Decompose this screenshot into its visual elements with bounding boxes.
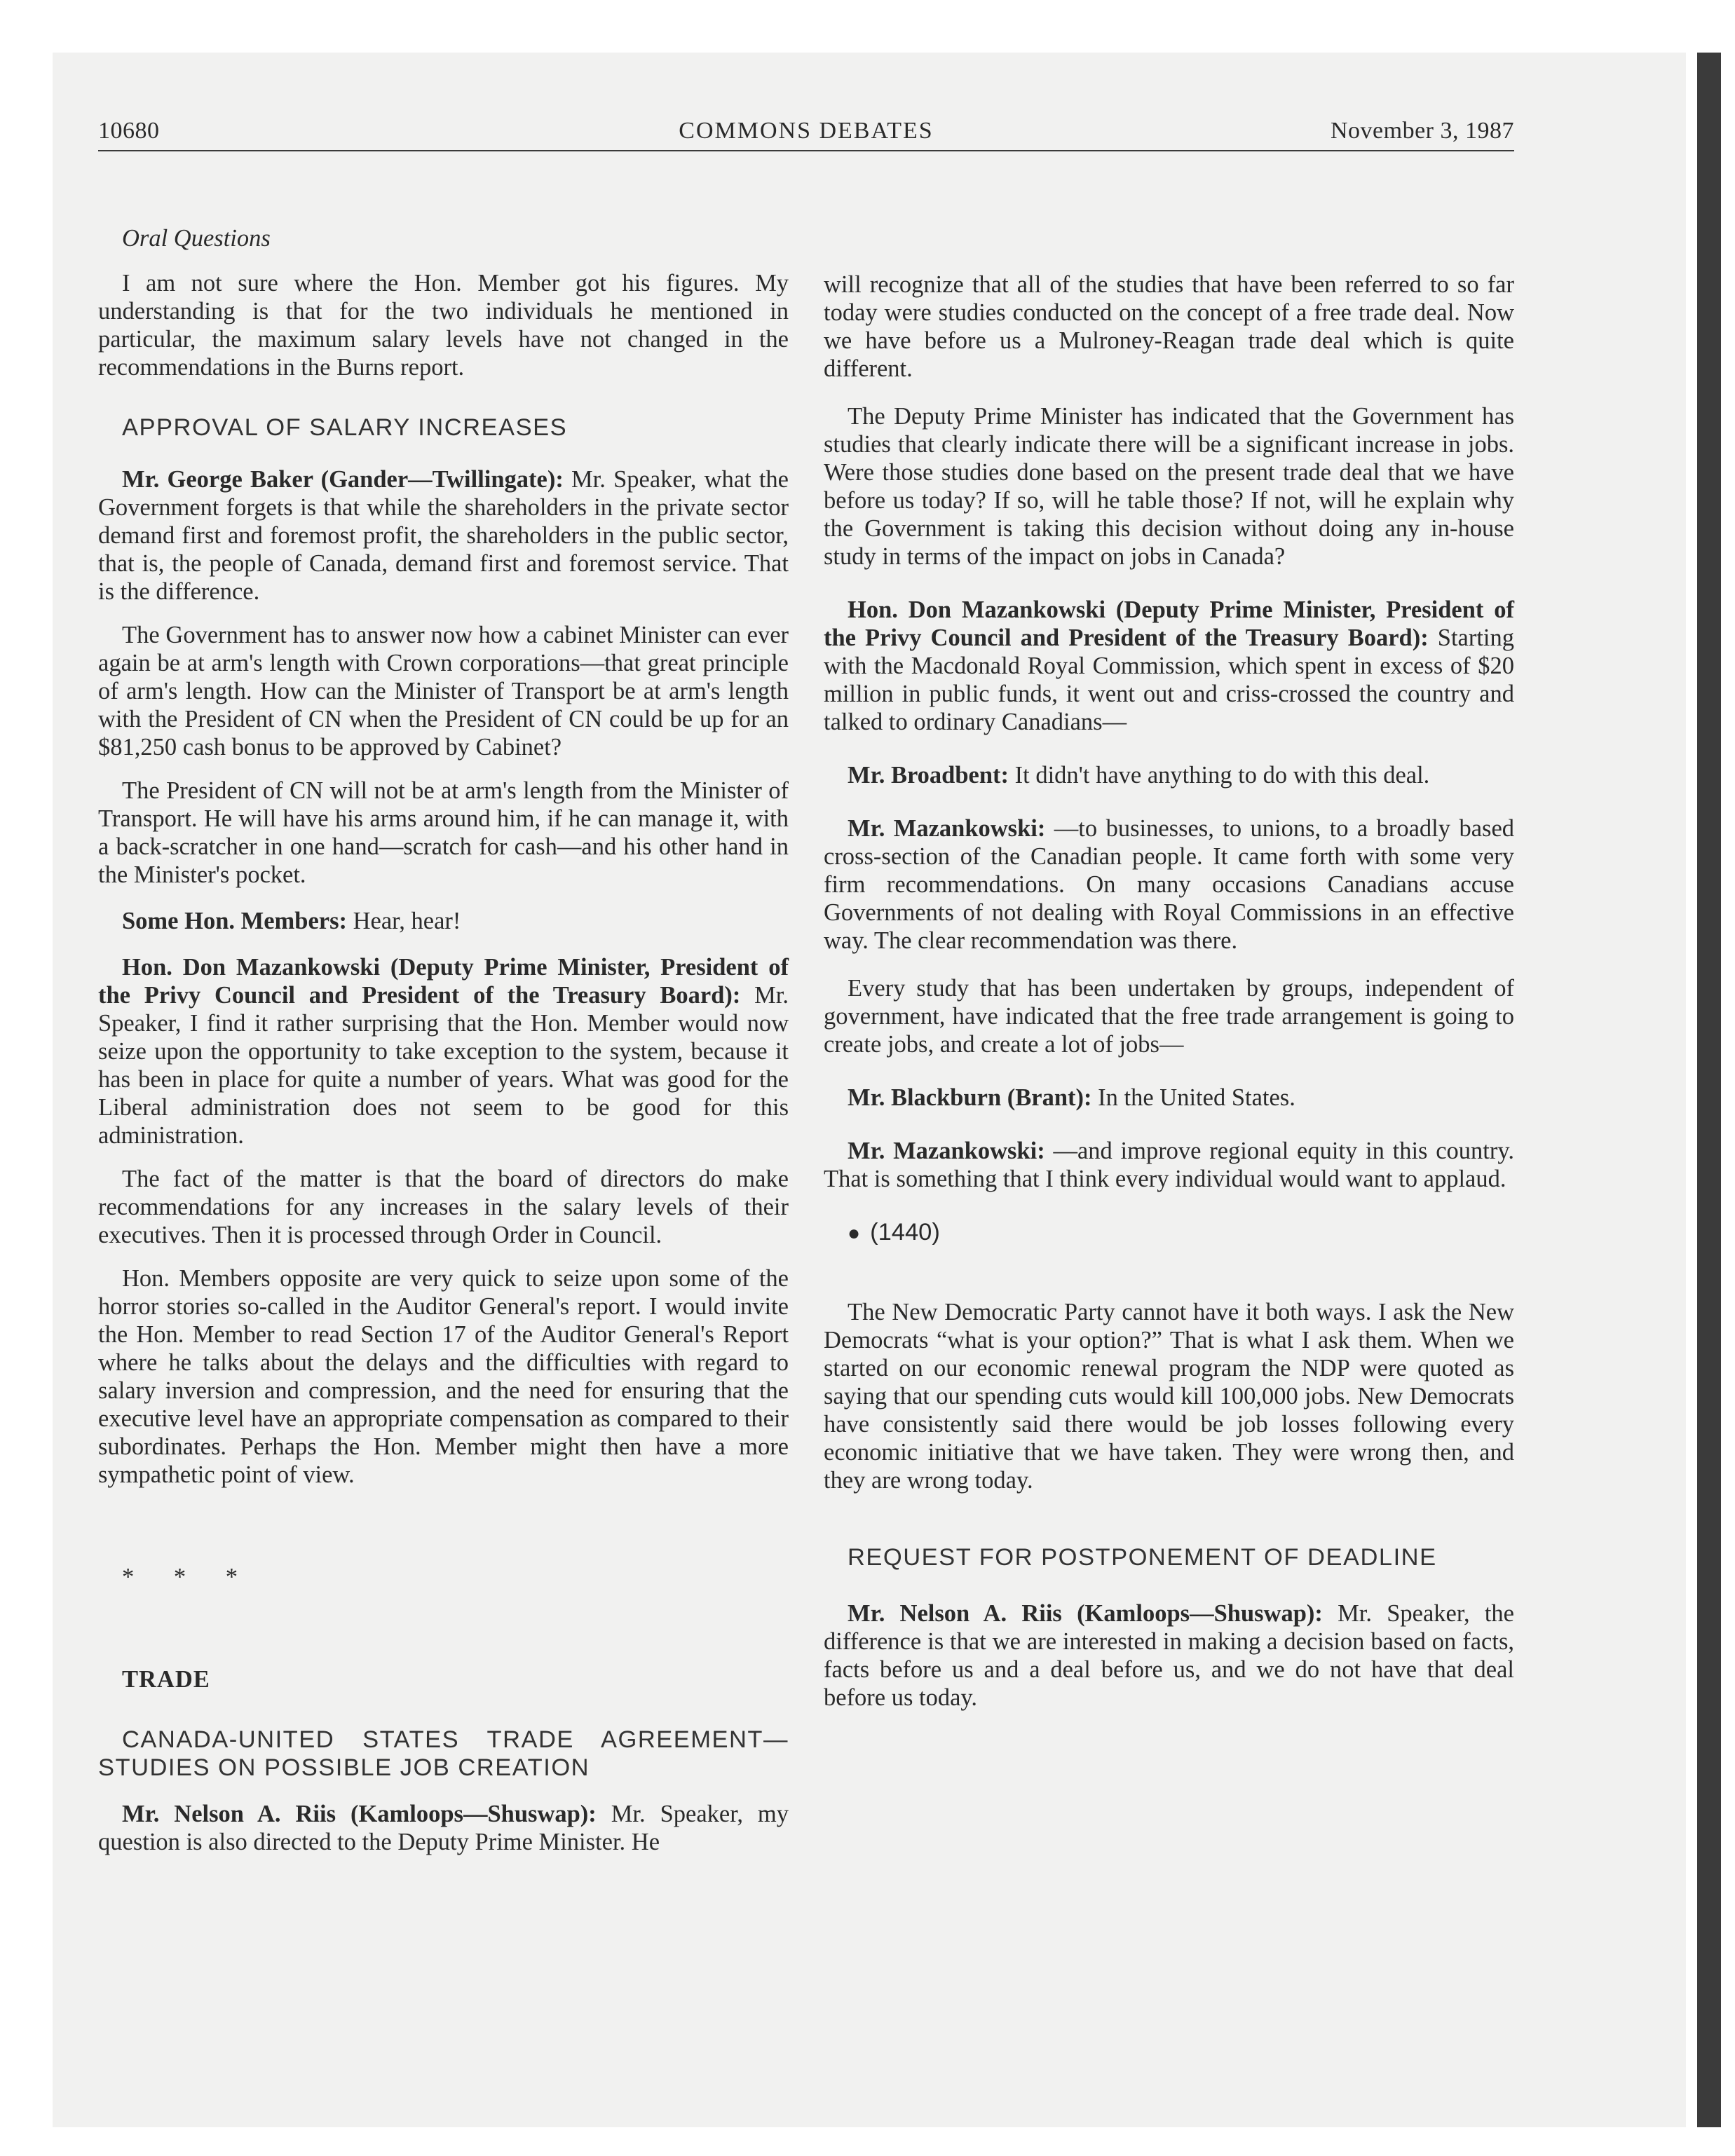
time-marker-text: (1440) — [870, 1219, 940, 1246]
speech-text: Mr. Speaker, the difference is that we are interested in making a decision based on facts, facts before us and a deal before us, and we do not have that deal before us today. — [824, 1599, 1514, 1711]
scan-edge-shadow — [1697, 53, 1721, 2127]
paragraph: The President of CN will not be at arm's length from the Minister of Transport. He will have his arms around him, if he can manage it, with a back-scratcher in one hand—scratch for cash—and his other hand in the Minister's pocket. — [98, 777, 789, 888]
speech-text: Hear, hear! — [346, 908, 461, 934]
speaker-name: Mr. Blackburn (Brant): — [848, 1084, 1092, 1111]
paragraph: I am not sure where the Hon. Member got his figures. My understanding is that for the two individuals he mentioned in particular, the maximum salary levels have not changed in the recommendations in the Burns report. — [98, 270, 789, 381]
paragraph: will recognize that all of the studies that have been referred to so far today were studies conducted on the concept of a free trade deal. Now we have before us a Mulroney-Reagan trade deal which is quite different. — [824, 271, 1514, 382]
subheading: APPROVAL OF SALARY INCREASES — [122, 414, 568, 441]
speaker-name: Some Hon. Members: — [122, 908, 347, 934]
section-title: TRADE — [122, 1666, 210, 1693]
paragraph: Hon. Members opposite are very quick to seize upon some of the horror stories so-called in the Auditor General's report. I would invite the Hon. Member to read Section 17 of the Auditor General's Report where he talks about the delays and the difficulties with regard to salary inversion and compression, and the need for ensuring that the executive level have an appropriate compensation as compared to their subordinates. Perhaps the Hon. Member might then have a more sympathetic point of view. — [98, 1265, 789, 1488]
paragraph: The Government has to answer now how a cabinet Minister can ever again be at arm's length with Crown corporations—that great principle of arm's length. How can the Minister of Transport be at arm's length with the President of CN when the President of CN could be up for an $81,250 cash bonus to be approved by Cabinet? — [98, 622, 789, 760]
subheading: REQUEST FOR POSTPONEMENT OF DEADLINE — [848, 1543, 1437, 1571]
speech-paragraph — [824, 596, 1514, 736]
page-header — [98, 118, 1514, 151]
paragraph: The Deputy Prime Minister has indicated that the Government has studies that clearly indicate there will be a significant increase in jobs. Were those studies done based on the present trade deal that we have before us today? If so, will he table those? If not, will he explain why the Government is taking this decision without doing any in-house study in terms of the impact on jobs in Canada? — [824, 403, 1514, 570]
speech-paragraph — [98, 907, 789, 935]
speaker-name: Mr. Mazankowski: — [848, 1138, 1045, 1164]
speaker-name: Mr. Mazankowski: — [848, 815, 1046, 842]
speech-text: Mr. Speaker, I find it rather surprising that the Hon. Member would now seize upon the opportunity to take exception to the system, because it has been in place for quite a number of years. What was good for the Liberal administration does not seem to be good for this administration. — [98, 982, 789, 1149]
speaker-name: Hon. Don Mazankowski (Deputy Prime Minister, President of the Privy Council and President of the Treasury Board): — [98, 954, 789, 1009]
publication-title: COMMONS DEBATES — [679, 118, 934, 144]
speech-text: In the United States. — [1091, 1084, 1295, 1111]
left-column — [98, 217, 789, 1856]
page-number: 10680 — [98, 118, 160, 144]
speech-paragraph — [824, 1599, 1514, 1712]
speech-paragraph — [824, 761, 1514, 789]
speech-paragraph — [824, 1137, 1514, 1193]
speaker-name: Mr. Nelson A. Riis (Kamloops—Shuswap): — [122, 1801, 597, 1827]
speaker-name: Mr. Broadbent: — [848, 762, 1009, 789]
speech-text: It didn't have anything to do with this deal. — [1009, 762, 1430, 789]
section-break-stars: * * * — [122, 1564, 254, 1590]
speech-paragraph — [98, 953, 789, 1149]
speaker-name: Mr. George Baker (Gander—Twillingate): — [122, 466, 564, 493]
speaker-name: Hon. Don Mazankowski (Deputy Prime Minister, President of the Privy Council and President of the Treasury Board): — [824, 596, 1514, 651]
speech-paragraph — [824, 1084, 1514, 1112]
speech-paragraph — [98, 465, 789, 606]
speech-text: Mr. Speaker, what the Government forgets is that while the shareholders in the private sector demand first and foremost profit, the shareholders in the public sector, that is, the people of Canada, demand first and foremost service. That is the difference. — [98, 466, 789, 605]
speech-text: Mr. Speaker, my question is also directed to the Deputy Prime Minister. He — [98, 1801, 789, 1855]
paragraph: The New Democratic Party cannot have it both ways. I ask the New Democrats “what is your option?” That is what I ask them. When we started on our economic renewal program the NDP were quoted as saying that our spending cuts would kill 100,000 jobs. New Democrats have consistently said there would be job losses following every economic initiative that we have taken. They were wrong then, and they are wrong today. — [824, 1298, 1514, 1494]
time-marker — [824, 1218, 1514, 1248]
speech-paragraph — [824, 814, 1514, 955]
speech-text: —and improve regional equity in this country. That is something that I think every individual would want to applaud. — [824, 1138, 1514, 1192]
right-column — [824, 217, 1514, 1712]
paragraph: Every study that has been undertaken by groups, independent of government, have indicated that the free trade arrangement is going to create jobs, and create a lot of jobs— — [824, 975, 1514, 1058]
publication-date: November 3, 1987 — [1330, 118, 1514, 144]
speaker-name: Mr. Nelson A. Riis (Kamloops—Shuswap): — [848, 1599, 1323, 1627]
bullet-icon: ● — [848, 1221, 861, 1245]
paragraph: The fact of the matter is that the board of directors do make recommendations for any increases in the salary levels of their executives. Then it is processed through Order in Council. — [98, 1166, 789, 1248]
speech-paragraph — [98, 1800, 789, 1856]
speech-text: —to businesses, to unions, to a broadly based cross-section of the Canadian people. It came forth with some very firm recommendations. On many occasions Canadians accuse Governments of not dealing with Royal Commissions in an effective way. The clear recommendation was there. — [824, 815, 1515, 954]
speech-text: Starting with the Macdonald Royal Commission, which spent in excess of $20 million in public funds, it went out and criss-crossed the country and talked to ordinary Canadians— — [824, 625, 1515, 735]
running-head: Oral Questions — [122, 225, 271, 252]
subheading: CANADA-UNITED STATES TRADE AGREEMENT—STUDIES ON POSSIBLE JOB CREATION — [98, 1726, 789, 1781]
